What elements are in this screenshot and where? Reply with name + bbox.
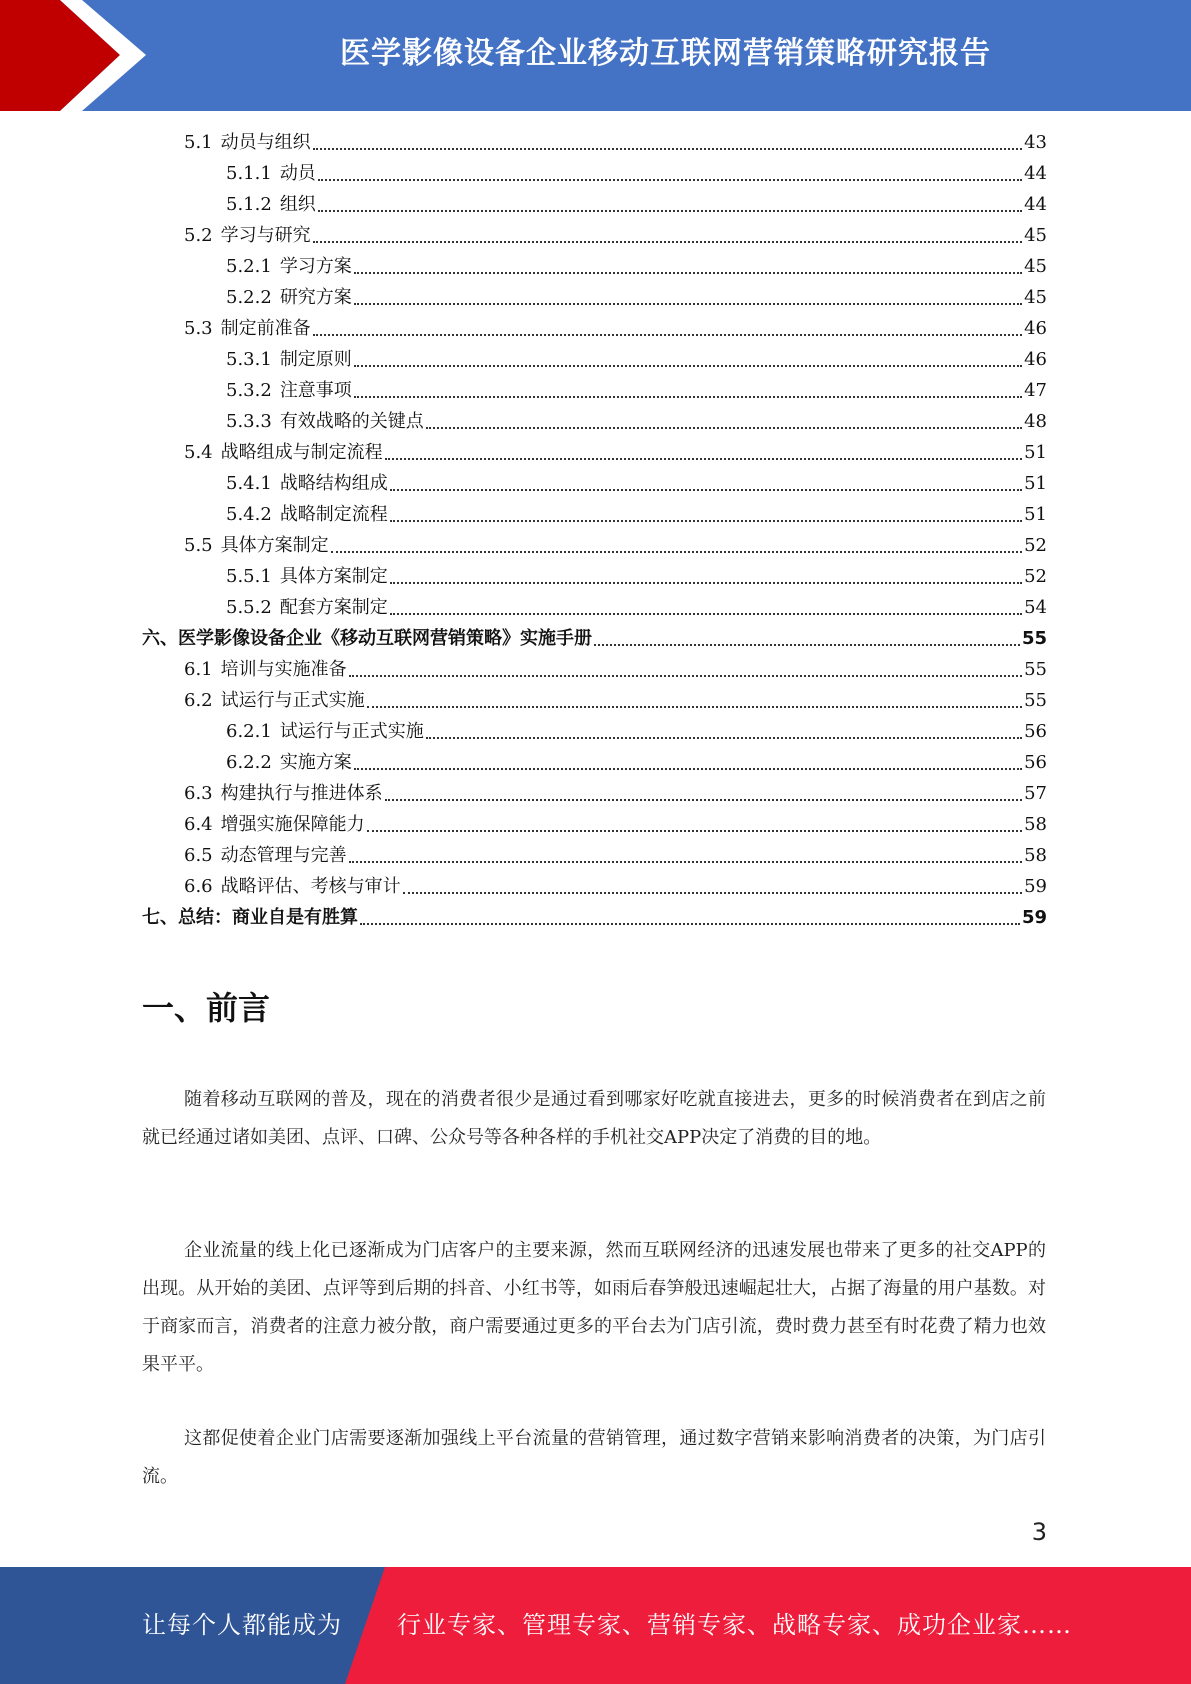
toc-entry[interactable] <box>184 654 1047 685</box>
toc-entry-page: 46 <box>1024 349 1047 370</box>
toc-entry-number: 5.4.2 <box>226 504 272 525</box>
paragraph: 随着移动互联网的普及，现在的消费者很少是通过看到哪家好吃就直接进去，更多的时候消费者在到店之前就已经通过诸如美团、点评、口碑、公众号等各种各样的手机社交APP决定了消费的目的地。 <box>142 1089 1046 1148</box>
toc-entry[interactable] <box>184 809 1047 840</box>
toc-dot-leader <box>367 705 1022 708</box>
toc-dot-leader <box>354 271 1022 274</box>
paragraph: 这都促使着企业门店需要逐渐加强线上平台流量的营销管理，通过数字营销来影响消费者的决策，为门店引流。 <box>142 1428 1046 1487</box>
toc-entry-page: 45 <box>1024 225 1047 246</box>
toc-entry-title: 具体方案制定 <box>220 535 329 556</box>
paragraph: 企业流量的线上化已逐渐成为门店客户的主要来源，然而互联网经济的迅速发展也带来了更多的社交APP的出现。从开始的美团、点评等到后期的抖音、小红书等，如雨后春笋般迅速崛起壮大，占据了海量的用户基数。对于商家而言，消费者的注意力被分散，商户需要通过更多的平台去为门店引流，费时费力甚至有时花费了精力也效果平平。 <box>142 1240 1046 1375</box>
toc-entry-title: 动员与组织 <box>220 132 311 153</box>
toc-entry-number: 6.4 <box>184 814 213 835</box>
toc-entry-title: 配套方案制定 <box>279 597 388 618</box>
toc-entry-title: 培训与实施准备 <box>220 659 347 680</box>
toc-entry[interactable] <box>226 251 1047 282</box>
toc-entry-number: 5.5.1 <box>226 566 272 587</box>
toc-entry-title: 学习与研究 <box>220 225 311 246</box>
toc-entry-title: 试运行与正式实施 <box>220 690 365 711</box>
toc-entry[interactable] <box>226 189 1047 220</box>
toc-entry[interactable] <box>142 623 1047 654</box>
toc-entry-number: 5.3.2 <box>226 380 272 401</box>
toc-dot-leader <box>385 457 1022 460</box>
toc-entry-page: 44 <box>1024 163 1047 184</box>
toc-entry-number: 5.3.3 <box>226 411 272 432</box>
toc-entry-title: 具体方案制定 <box>279 566 388 587</box>
toc-dot-leader <box>403 891 1022 894</box>
report-title: 医学影像设备企业移动互联网营销策略研究报告 <box>340 36 991 71</box>
toc-dot-leader <box>349 674 1022 677</box>
toc-entry[interactable] <box>184 871 1047 902</box>
toc-entry[interactable] <box>184 220 1047 251</box>
toc-entry-number: 6.2.1 <box>226 721 272 742</box>
section-heading: 一、前言 <box>142 989 271 1027</box>
toc-entry-page: 51 <box>1024 442 1047 463</box>
toc-entry-page: 46 <box>1024 318 1047 339</box>
toc-entry-title: 战略组成与制定流程 <box>220 442 383 463</box>
toc-entry-number: 6.6 <box>184 876 213 897</box>
toc-entry[interactable] <box>184 530 1047 561</box>
toc-entry-title: 战略制定流程 <box>279 504 388 525</box>
toc-dot-leader <box>313 240 1022 243</box>
toc-entry-number: 5.4 <box>184 442 213 463</box>
toc-entry[interactable] <box>226 468 1047 499</box>
toc-entry-title: 增强实施保障能力 <box>220 814 365 835</box>
toc-entry-number: 5.3 <box>184 318 213 339</box>
toc-dot-leader <box>360 922 1020 925</box>
toc-entry-title: 组织 <box>279 194 316 215</box>
toc-entry-page: 57 <box>1024 783 1047 804</box>
toc-entry-title: 研究方案 <box>279 287 352 308</box>
toc-entry-title: 动员 <box>279 163 316 184</box>
toc-entry-page: 44 <box>1024 194 1047 215</box>
toc-entry-title: 构建执行与推进体系 <box>220 783 383 804</box>
toc-entry[interactable] <box>226 499 1047 530</box>
toc-dot-leader <box>594 643 1020 646</box>
toc-entry-page: 45 <box>1024 287 1047 308</box>
toc-dot-leader <box>385 798 1022 801</box>
toc-entry[interactable] <box>184 313 1047 344</box>
toc-entry-number: 5.1.1 <box>226 163 272 184</box>
page-header <box>0 0 1191 111</box>
toc-entry-page: 58 <box>1024 814 1047 835</box>
toc-entry-title: 六、医学影像设备企业《移动互联网营销策略》实施手册 <box>142 628 592 649</box>
toc-entry[interactable] <box>226 592 1047 623</box>
toc-entry-page: 58 <box>1024 845 1047 866</box>
toc-entry[interactable] <box>184 685 1047 716</box>
toc-dot-leader <box>313 147 1022 150</box>
toc-entry-page: 47 <box>1024 380 1047 401</box>
toc-entry[interactable] <box>226 158 1047 189</box>
toc-entry-page: 59 <box>1024 876 1047 897</box>
toc-entry[interactable] <box>226 282 1047 313</box>
toc-dot-leader <box>354 364 1022 367</box>
toc-entry-number: 5.5 <box>184 535 213 556</box>
toc-entry-page: 48 <box>1024 411 1047 432</box>
toc-entry-title: 动态管理与完善 <box>220 845 347 866</box>
toc-dot-leader <box>390 581 1022 584</box>
toc-entry-title: 七、总结：商业自是有胜算 <box>142 907 358 928</box>
toc-dot-leader <box>367 829 1022 832</box>
page-number: 3 <box>1031 1518 1047 1546</box>
toc-dot-leader <box>354 767 1022 770</box>
toc-entry-page: 52 <box>1024 566 1047 587</box>
toc-entry[interactable] <box>184 127 1047 158</box>
toc-entry-title: 实施方案 <box>279 752 352 773</box>
toc-entry-title: 制定原则 <box>279 349 352 370</box>
toc-entry[interactable] <box>226 344 1047 375</box>
toc-dot-leader <box>390 488 1022 491</box>
toc-dot-leader <box>426 736 1022 739</box>
toc-dot-leader <box>426 426 1022 429</box>
toc-entry-title: 战略评估、考核与审计 <box>220 876 401 897</box>
toc-entry-number: 5.2.2 <box>226 287 272 308</box>
toc-entry-title: 学习方案 <box>279 256 352 277</box>
toc-entry-page: 55 <box>1021 628 1047 649</box>
toc-entry[interactable] <box>226 716 1047 747</box>
toc-entry-page: 56 <box>1024 752 1047 773</box>
toc-entry-page: 51 <box>1024 504 1047 525</box>
toc-entry[interactable] <box>226 375 1047 406</box>
toc-entry[interactable] <box>184 840 1047 871</box>
toc-dot-leader <box>349 860 1022 863</box>
toc-entry[interactable] <box>184 437 1047 468</box>
toc-entry-number: 5.1.2 <box>226 194 272 215</box>
toc-entry-number: 6.5 <box>184 845 213 866</box>
toc-entry-page: 43 <box>1024 132 1047 153</box>
toc-entry-title: 战略结构组成 <box>279 473 388 494</box>
toc-entry-page: 52 <box>1024 535 1047 556</box>
toc-entry-title: 制定前准备 <box>220 318 311 339</box>
toc-entry[interactable] <box>226 406 1047 437</box>
toc-dot-leader <box>313 333 1022 336</box>
toc-entry-page: 51 <box>1024 473 1047 494</box>
toc-entry-number: 5.3.1 <box>226 349 272 370</box>
footer-slogan-left: 让每个人都能成为 <box>142 1611 342 1639</box>
toc-entry-page: 56 <box>1024 721 1047 742</box>
toc-entry-title: 试运行与正式实施 <box>279 721 424 742</box>
toc-entry[interactable] <box>226 747 1047 778</box>
toc-dot-leader <box>354 395 1022 398</box>
toc-dot-leader <box>390 612 1022 615</box>
toc-entry-number: 5.1 <box>184 132 213 153</box>
toc-entry-number: 6.3 <box>184 783 213 804</box>
toc-dot-leader <box>390 519 1022 522</box>
toc-entry-number: 6.2 <box>184 690 213 711</box>
toc-entry-number: 6.1 <box>184 659 213 680</box>
toc-entry[interactable] <box>226 561 1047 592</box>
toc-entry[interactable] <box>184 778 1047 809</box>
footer-slogan-right: 行业专家、管理专家、营销专家、战略专家、成功企业家…… <box>397 1611 1072 1639</box>
toc-dot-leader <box>318 209 1022 212</box>
toc-entry-number: 5.5.2 <box>226 597 272 618</box>
toc-entry-number: 5.2 <box>184 225 213 246</box>
toc-entry-page: 59 <box>1021 907 1047 928</box>
toc-entry-page: 54 <box>1024 597 1047 618</box>
toc-entry-page: 55 <box>1024 690 1047 711</box>
toc-entry-page: 55 <box>1024 659 1047 680</box>
toc-entry-number: 5.2.1 <box>226 256 272 277</box>
toc-entry[interactable] <box>142 902 1047 933</box>
page-footer <box>0 1567 1191 1684</box>
toc-dot-leader <box>331 550 1022 553</box>
toc-dot-leader <box>354 302 1022 305</box>
toc-entry-title: 注意事项 <box>279 380 352 401</box>
toc-entry-number: 6.2.2 <box>226 752 272 773</box>
toc-entry-number: 5.4.1 <box>226 473 272 494</box>
toc-dot-leader <box>318 178 1022 181</box>
toc-entry-page: 45 <box>1024 256 1047 277</box>
toc-entry-title: 有效战略的关键点 <box>279 411 424 432</box>
